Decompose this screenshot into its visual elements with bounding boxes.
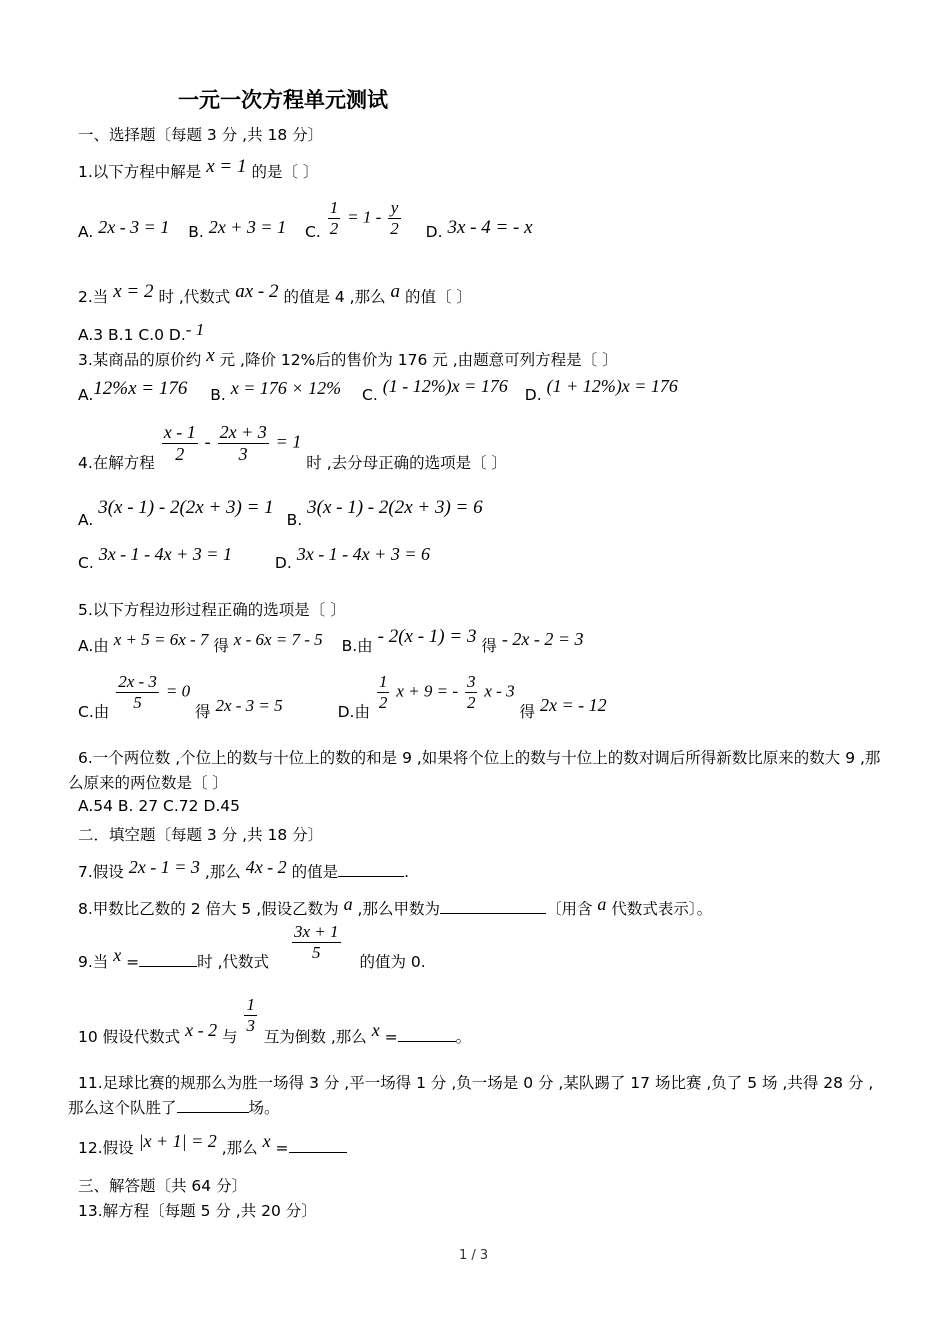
section-heading-fill: 二．填空题〔每题 3 分 ,共 18 分〕 bbox=[78, 826, 324, 844]
question-1 bbox=[78, 156, 319, 183]
q6-options: A.54 B. 27 C.72 D.45 bbox=[78, 797, 241, 815]
question-11 bbox=[68, 1071, 886, 1121]
q10-mid: 互为倒数 ,那么 bbox=[263, 1027, 367, 1046]
q8-prefix: 8.甲数比乙数的 2 倍大 5 ,假设乙数为 bbox=[78, 900, 339, 918]
q1-label-d: D. bbox=[425, 222, 443, 241]
q12-mid: ,那么 bbox=[221, 1139, 258, 1157]
q8-post: 〔用含 bbox=[545, 900, 593, 918]
question-5: 5.以下方程边形过程正确的选项是〔 〕 bbox=[78, 601, 346, 619]
q4-option-d: 3x - 1 - 4x + 3 = 6 bbox=[296, 544, 430, 564]
q5-b-de: 得 bbox=[481, 637, 497, 655]
q10-end: 。 bbox=[455, 1027, 472, 1046]
q1-option-c-frac2: $\frac{y}{2}$ bbox=[390, 198, 399, 238]
q2-mid: 时 ,代数式 bbox=[158, 288, 231, 306]
q5-label-a: A.由 bbox=[78, 637, 109, 655]
q10-variable: x bbox=[371, 1019, 380, 1040]
q5-c-de: 得 bbox=[195, 702, 211, 721]
q5-label-c: C.由 bbox=[78, 702, 110, 721]
q10-fraction: $\frac{1}{3}$ bbox=[246, 995, 255, 1035]
q5-options-cd bbox=[78, 672, 607, 721]
q11-suffix: 场。 bbox=[248, 1099, 280, 1117]
q5-option-b-from: - 2(x - 1) = 3 bbox=[377, 626, 477, 647]
question-6: 6.一个两位数 ,个位上的数与十位上的数的和是 9 ,如果将个位上的数与十位上的数对调后所得新数比原来的数大 9 ,那么原来的两位数是〔 〕 bbox=[68, 749, 881, 792]
section-heading-choice: 一、选择题〔每题 3 分 ,共 18 分〕 bbox=[78, 126, 324, 144]
q3-option-c: (1 - 12%)x = 176 bbox=[382, 376, 508, 396]
q12-eq: = bbox=[275, 1139, 289, 1157]
q1-label-b: B. bbox=[188, 222, 204, 241]
q11-answer-blank[interactable] bbox=[177, 1112, 249, 1113]
q4-label-a: A. bbox=[78, 511, 94, 529]
q1-label-a: A. bbox=[78, 222, 94, 241]
q7-condition: 2x - 1 = 3 bbox=[128, 857, 200, 877]
q2-options-text: A.3 B.1 C.0 D. bbox=[78, 326, 186, 344]
q2-variable: a bbox=[390, 281, 401, 302]
q8-mid: ,那么甲数为 bbox=[357, 900, 440, 918]
page-number: 1 / 3 bbox=[459, 1248, 489, 1263]
q1-condition: x = 1 bbox=[206, 156, 247, 177]
question-9 bbox=[78, 922, 426, 971]
q5-a-de: 得 bbox=[213, 637, 229, 655]
q4-label-c: C. bbox=[78, 554, 94, 572]
q5-option-d-rhs: x - 3 bbox=[484, 681, 515, 701]
q4-label-d: D. bbox=[274, 554, 292, 572]
question-8 bbox=[78, 894, 713, 919]
q3-option-a: 12%x = 176 bbox=[93, 378, 188, 399]
q2-option-d: - 1 bbox=[185, 320, 205, 339]
q9-mid: 时 ,代数式 bbox=[197, 952, 270, 971]
q3-label-d: D. bbox=[524, 386, 542, 404]
q2-post2: 的值〔 〕 bbox=[404, 288, 472, 306]
q10-expression: x - 2 bbox=[185, 1019, 218, 1040]
q5-label-d: D.由 bbox=[337, 702, 370, 721]
q11-text: 11.足球比赛的规那么为胜一场得 3 分 ,平一场得 1 分 ,负一场是 0 分 ,某队踢了 17 场比赛 ,负了 5 场 ,共得 28 分 ,那么这个队胜了 bbox=[68, 1074, 874, 1117]
q8-post2: 代数式表示〕。 bbox=[611, 900, 713, 918]
q3-label-a: A. bbox=[78, 386, 94, 404]
q1-option-b: 2x + 3 = 1 bbox=[208, 216, 287, 237]
q7-prefix: 7.假设 bbox=[78, 863, 124, 881]
q4-frac2: $\frac{2x + 3}{3}$ bbox=[219, 422, 267, 464]
q4-option-c: 3x - 1 - 4x + 3 = 1 bbox=[98, 544, 232, 564]
q4-frac1: $\frac{x - 1}{2}$ bbox=[163, 422, 196, 464]
q4-suffix: 时 ,去分母正确的选项是〔 〕 bbox=[306, 453, 508, 472]
q1-option-c-mid: = 1 - bbox=[347, 207, 382, 227]
q12-variable: x bbox=[262, 1131, 271, 1151]
q5-option-c-to: 2x - 3 = 5 bbox=[215, 695, 283, 715]
q5-option-c-frac: $\frac{2x - 3}{5}$ bbox=[118, 672, 157, 712]
q10-with: 与 bbox=[222, 1027, 238, 1046]
q2-options bbox=[78, 320, 205, 345]
q3-variable: x bbox=[206, 345, 215, 366]
q1-label-c: C. bbox=[305, 222, 321, 241]
q7-end: . bbox=[404, 863, 410, 881]
q5-d-de: 得 bbox=[519, 702, 536, 721]
q5-options-ab bbox=[78, 626, 584, 655]
question-13: 13.解方程〔每题 5 分 ,共 20 分〕 bbox=[78, 1202, 317, 1220]
q10-answer-blank[interactable] bbox=[398, 1041, 456, 1042]
q5-option-a-to: x - 6x = 7 - 5 bbox=[233, 630, 323, 649]
q4-options-ab bbox=[78, 497, 483, 529]
q8-variable: a bbox=[343, 894, 353, 914]
q3-options bbox=[78, 376, 678, 404]
q4-prefix: 4.在解方程 bbox=[78, 453, 155, 472]
q5-option-d-frac2: $\frac{3}{2}$ bbox=[466, 672, 476, 712]
q5-option-c-rhs: = 0 bbox=[165, 681, 191, 701]
q8-variable-2: a bbox=[597, 894, 607, 914]
q1-option-d: 3x - 4 = - x bbox=[447, 216, 533, 238]
q9-variable: x bbox=[113, 944, 122, 965]
q3-suffix: 元 ,降价 12%后的售价为 176 元 ,由题意可列方程是〔 〕 bbox=[219, 351, 618, 369]
q9-fraction: $\frac{3x + 1}{5}$ bbox=[293, 922, 339, 962]
q1-option-c-frac1: $\frac{1}{2}$ bbox=[329, 198, 339, 238]
q2-post: 的值是 4 ,那么 bbox=[283, 288, 386, 306]
q4-label-b: B. bbox=[286, 511, 303, 529]
q2-prefix: 2.当 bbox=[78, 288, 109, 306]
q7-suffix: 的值是 bbox=[291, 863, 339, 881]
q1-prefix: 1.以下方程中解是 bbox=[78, 163, 202, 181]
q5-option-d-frac1: $\frac{1}{2}$ bbox=[378, 672, 388, 712]
q5-label-b: B.由 bbox=[341, 637, 373, 655]
q5-option-d-mid: x + 9 = - bbox=[396, 681, 458, 701]
q7-mid: ,那么 bbox=[204, 863, 241, 881]
q9-suffix: 的值为 0. bbox=[359, 952, 426, 971]
q3-label-b: B. bbox=[210, 386, 226, 404]
q4-option-b: 3(x - 1) - 2(2x + 3) = 6 bbox=[307, 497, 483, 518]
q4-option-a: 3(x - 1) - 2(2x + 3) = 1 bbox=[98, 497, 274, 518]
q9-prefix: 9.当 bbox=[78, 952, 109, 971]
q10-prefix: 10 假设代数式 bbox=[78, 1027, 181, 1046]
q5-option-b-to: - 2x - 2 = 3 bbox=[501, 629, 584, 649]
q3-label-c: C. bbox=[362, 386, 378, 404]
question-3 bbox=[78, 345, 618, 371]
q12-answer-blank[interactable] bbox=[289, 1152, 347, 1153]
q4-rhs: = 1 bbox=[275, 431, 302, 452]
section-heading-solve: 三、解答题〔共 64 分〕 bbox=[78, 1177, 248, 1195]
q1-suffix: 的是〔 〕 bbox=[251, 163, 319, 181]
q12-condition: |x + 1| = 2 bbox=[138, 1131, 217, 1151]
question-10 bbox=[78, 995, 472, 1046]
question-4 bbox=[78, 422, 508, 472]
q3-option-b: x = 176 × 12% bbox=[230, 378, 342, 398]
q5-option-d-to: 2x = - 12 bbox=[539, 694, 607, 715]
q4-minus: - bbox=[204, 431, 211, 452]
question-12 bbox=[78, 1130, 347, 1157]
q5-option-a-from: x + 5 = 6x - 7 bbox=[113, 630, 209, 649]
q7-answer-blank[interactable] bbox=[338, 876, 404, 877]
question-2 bbox=[78, 281, 472, 308]
page-title: 一元一次方程单元测试 bbox=[178, 88, 388, 112]
q2-expression: ax - 2 bbox=[235, 281, 279, 302]
q4-options-cd bbox=[78, 544, 430, 572]
q7-expression: 4x - 2 bbox=[245, 857, 287, 877]
q3-prefix: 3.某商品的原价约 bbox=[78, 351, 202, 369]
q2-condition: x = 2 bbox=[113, 281, 154, 302]
q9-answer-blank[interactable] bbox=[139, 966, 197, 967]
q10-eq: = bbox=[384, 1027, 398, 1046]
q9-eq: = bbox=[126, 952, 140, 971]
q8-answer-blank[interactable] bbox=[440, 913, 546, 914]
q1-option-a: 2x - 3 = 1 bbox=[98, 216, 170, 237]
q12-prefix: 12.假设 bbox=[78, 1139, 134, 1157]
q3-option-d: (1 + 12%)x = 176 bbox=[546, 376, 678, 396]
q1-options bbox=[78, 198, 533, 241]
question-7 bbox=[78, 857, 410, 882]
